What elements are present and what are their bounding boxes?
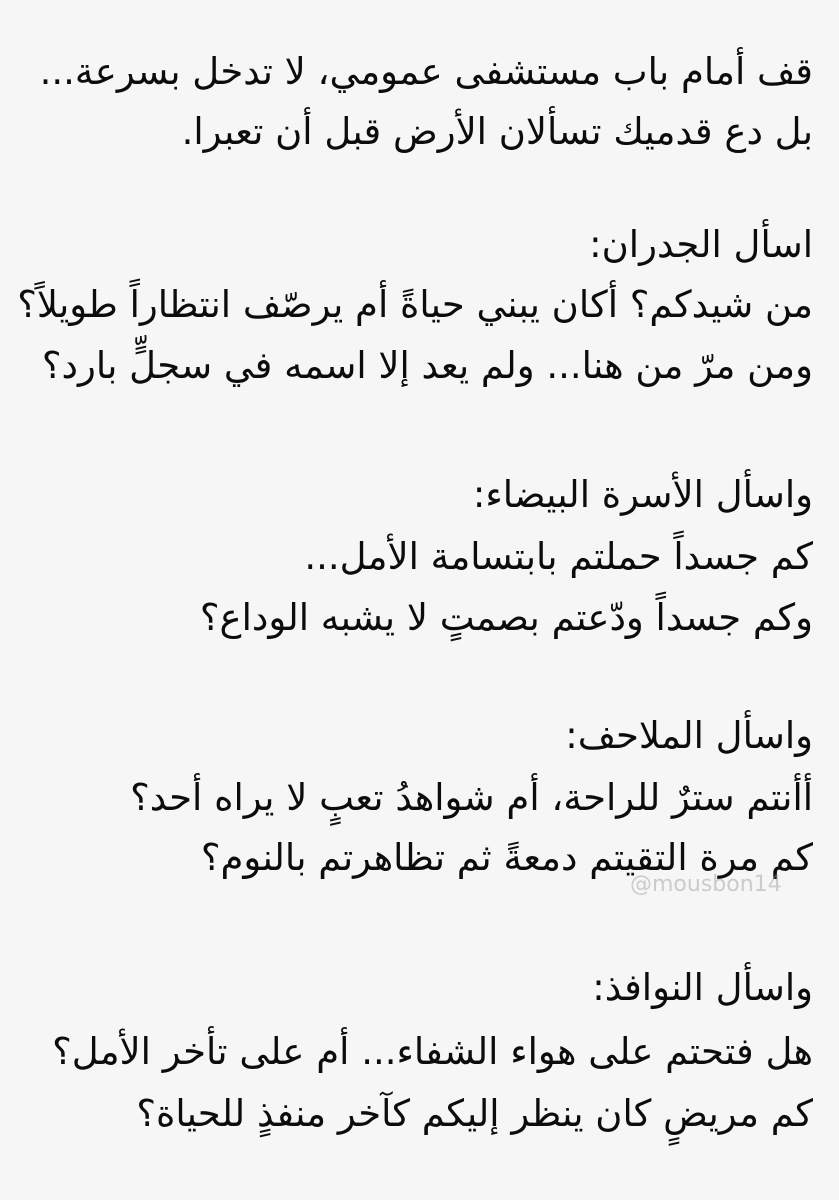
stanza-heading: واسأل النوافذ: <box>592 966 813 1009</box>
poem-line: قف أمام باب مستشفى عمومي، لا تدخل بسرعة... <box>39 50 813 93</box>
poem-line: وكم جسداً ودّعتم بصمتٍ لا يشبه الوداع؟ <box>199 596 813 639</box>
poem-line: كم مريضٍ كان ينظر إليكم كآخر منفذٍ للحياة؟ <box>136 1092 813 1135</box>
watermark: @mousbon14 <box>630 872 782 897</box>
poem-line: هل فتحتم على هواء الشفاء... أم على تأخر الأمل؟ <box>52 1030 813 1073</box>
poem-line: أأنتم سترٌ للراحة، أم شواهدُ تعبٍ لا يراه أحد؟ <box>130 776 813 819</box>
stanza-heading: اسأل الجدران: <box>589 223 813 266</box>
stanza-heading: واسأل الأسرة البيضاء: <box>472 473 813 516</box>
poem-line: بل دع قدميك تسألان الأرض قبل أن تعبرا. <box>181 110 813 153</box>
poem-line: من شيدكم؟ أكان يبني حياةً أم يرصّف انتظاراً طويلاً؟ <box>17 283 813 326</box>
stanza-heading: واسأل الملاحف: <box>565 714 813 757</box>
poem-line: كم مرة التقيتم دمعةً ثم تظاهرتم بالنوم؟ <box>200 836 813 879</box>
poem-line: ومن مرّ من هنا... ولم يعد إلا اسمه في سجلٍّ بارد؟ <box>41 344 813 387</box>
poem-line: كم جسداً حملتم بابتسامة الأمل... <box>304 535 813 578</box>
